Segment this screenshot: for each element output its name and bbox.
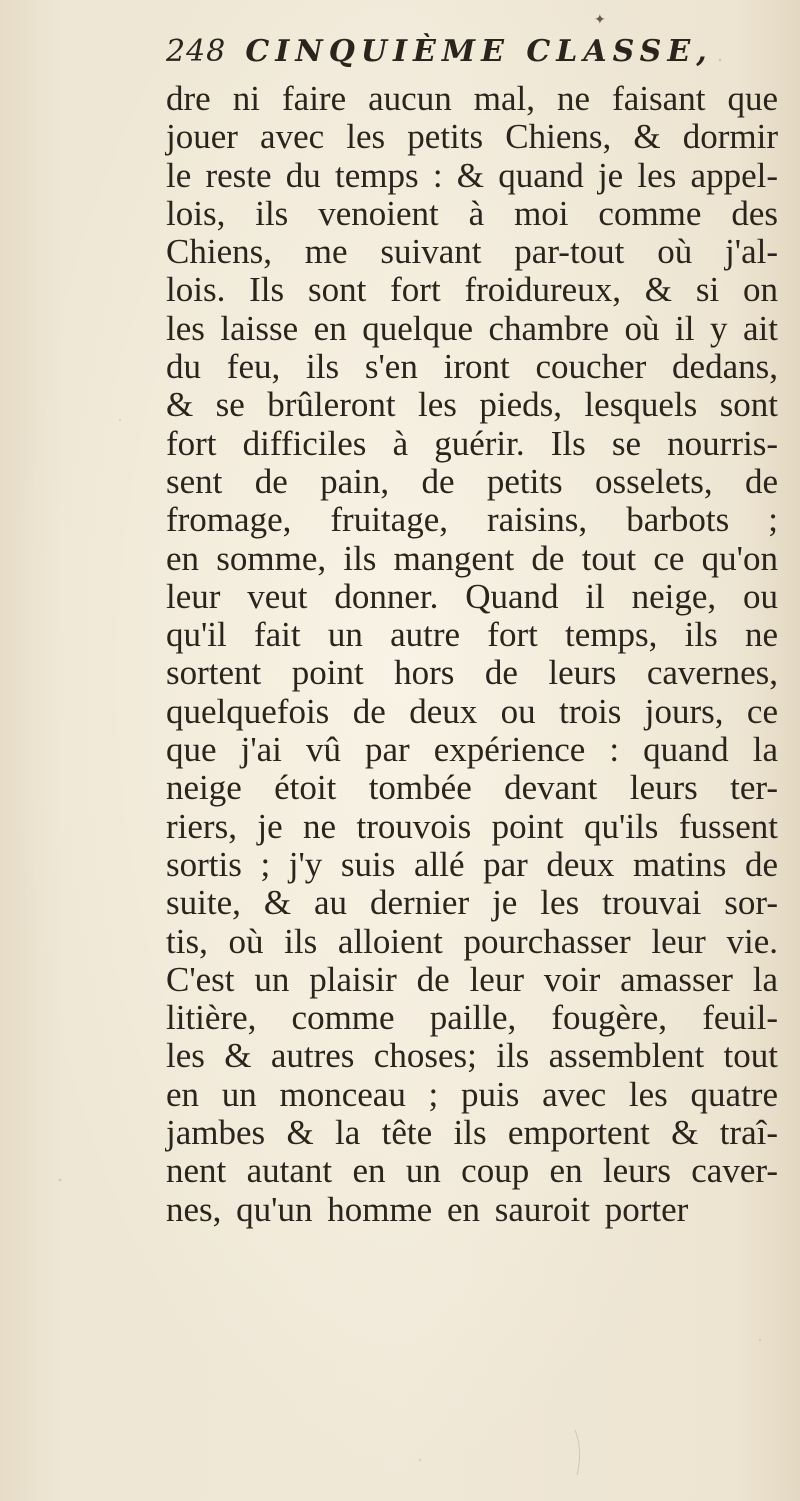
text-line: nent autant en un coup en leurs caver- xyxy=(166,1151,778,1191)
text-line: les laisse en quelque chambre où il y ait xyxy=(166,308,778,348)
printer-ornament-mark: ✦ xyxy=(594,12,606,28)
text-line: neige étoit tombée devant leurs ter- xyxy=(166,768,778,808)
text-line: & se brûleront les pieds, lesquels sont xyxy=(166,385,778,425)
text-line: C'est un plaisir de leur voir amasser la xyxy=(166,959,778,999)
text-line: lois, ils venoient à moi comme des xyxy=(166,193,778,233)
text-line: lois. Ils sont fort froidureux, & si on xyxy=(166,270,778,310)
body-text xyxy=(166,80,778,1229)
text-line: suite, & au dernier je les trouvai sor- xyxy=(166,883,778,923)
text-line: sent de pain, de petits osselets, de xyxy=(166,461,778,501)
text-line: Chiens, me suivant par-tout où j'al- xyxy=(166,232,778,272)
text-line: riers, je ne trouvois point qu'ils fussent xyxy=(166,806,778,846)
text-line: fort difficiles à guérir. Ils se nourris- xyxy=(166,423,778,463)
running-title: CINQUIÈME CLASSE, xyxy=(245,34,713,69)
text-line: sortent point hors de leurs cavernes, xyxy=(166,653,778,693)
text-line: que j'ai vû par expérience : quand la xyxy=(166,730,778,770)
text-line: leur veut donner. Quand il neige, ou xyxy=(166,576,778,616)
text-line: du feu, ils s'en iront coucher dedans, xyxy=(166,347,778,387)
page-number: 248 xyxy=(166,34,227,69)
text-line: quelquefois de deux ou trois jours, ce xyxy=(166,691,778,731)
text-line-last: nes, qu'un homme en sauroit porter xyxy=(166,1189,689,1229)
text-line: qu'il fait un autre fort temps, ils ne xyxy=(166,615,778,655)
text-line: en somme, ils mangent de tout ce qu'on xyxy=(166,538,778,578)
text-line: fromage, fruitage, raisins, barbots ; xyxy=(166,500,778,540)
text-line: tis, où ils alloient pourchasser leur vie. xyxy=(166,921,778,961)
text-line: litière, comme paille, fougère, feuil- xyxy=(166,998,778,1038)
text-line: les & autres choses; ils assemblent tout xyxy=(166,1036,778,1076)
text-line: sortis ; j'y suis allé par deux matins de xyxy=(166,844,778,884)
text-line: jouer avec les petits Chiens, & dormir xyxy=(166,117,778,157)
text-line: en un monceau ; puis avec les quatre xyxy=(166,1074,778,1114)
text-line: dre ni faire aucun mal, ne faisant que xyxy=(166,79,778,118)
text-line: jambes & la tête ils emportent & traî- xyxy=(166,1113,778,1153)
text-line: le reste du temps : & quand je les appel- xyxy=(166,155,778,195)
